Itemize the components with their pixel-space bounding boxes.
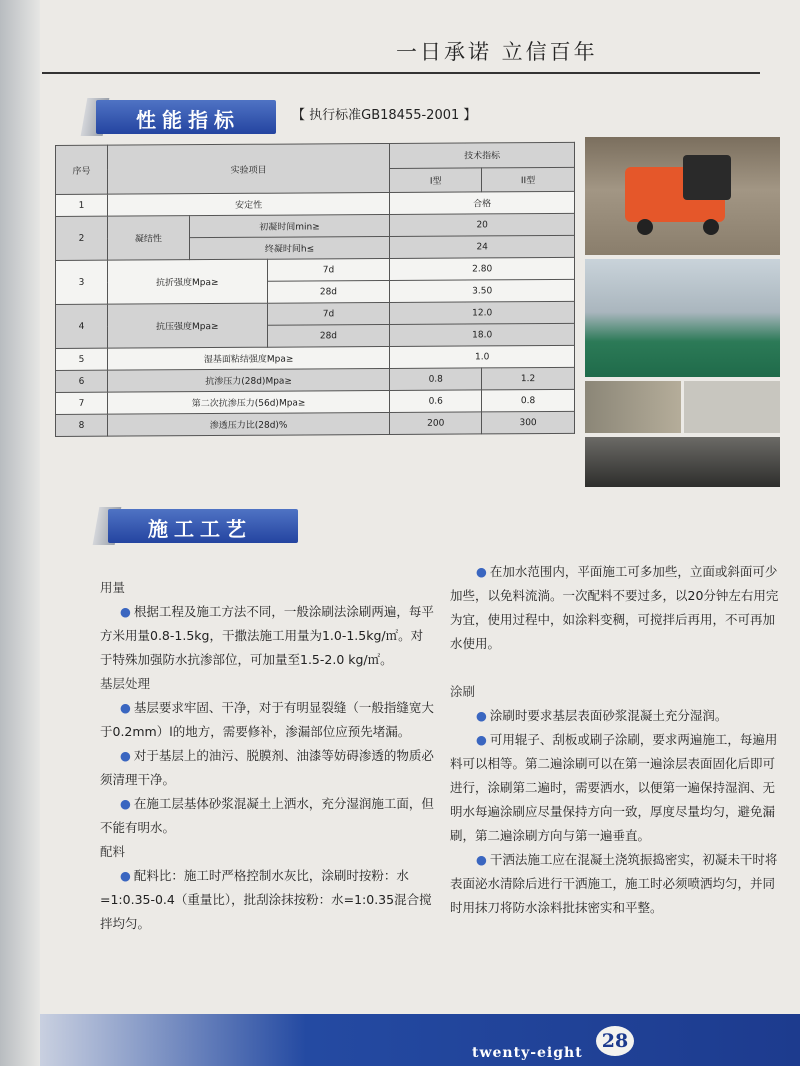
performance-heading <box>96 100 276 134</box>
bullet-icon: ● <box>120 700 131 715</box>
header-slogan: 一日承诺 立信百年 <box>396 40 598 64</box>
mix-heading: 配料 <box>100 844 126 859</box>
footer-label: twenty-eight <box>472 1045 583 1061</box>
left-column-text <box>100 576 434 936</box>
corner-diagram-photo <box>684 381 780 433</box>
facing-page-edge <box>0 0 40 1066</box>
row-value: 3.50 <box>390 279 575 302</box>
construction-heading <box>108 509 298 543</box>
bullet-icon: ● <box>476 564 487 579</box>
brush-text-1: 涂刷时要求基层表面砂浆混凝土充分湿润。 <box>489 708 728 723</box>
bullet-icon: ● <box>476 852 487 867</box>
water-text: 在加水范围内，平面施工可多加些，立面或斜面可少加些，以免料流淌。一次配料不要过多，以20分钟左右用完为宜，使用过程中，如涂料变稠，可搅拌后再用，不可再加水使用。 <box>450 564 779 651</box>
row-subitem: 28d <box>267 280 390 303</box>
coated-surface-photo <box>585 437 780 487</box>
trowel-photo <box>585 381 681 433</box>
row-item: 凝结性 <box>107 216 189 260</box>
row-value: 18.0 <box>390 323 575 346</box>
row-value: 2.80 <box>390 257 575 280</box>
row-item: 抗渗压力(28d)Mpa≥ <box>107 368 389 392</box>
table-row <box>56 389 575 414</box>
base-paragraph-3 <box>100 792 434 840</box>
dosage-heading: 用量 <box>100 580 126 595</box>
bullet-icon: ● <box>476 732 487 747</box>
row-subitem: 28d <box>267 324 390 347</box>
base-text-2: 对于基层上的油污、脱膜剂、油漆等妨碍渗透的物质必须清理干净。 <box>100 748 434 787</box>
row-item: 抗折强度Mpa≥ <box>107 259 267 304</box>
footer-band <box>40 1014 800 1066</box>
machine-hopper <box>683 155 731 200</box>
machine-wheel <box>637 219 653 235</box>
construction-title: 施工工艺 <box>148 517 252 541</box>
application-detail-photos <box>585 381 780 433</box>
row-item: 抗压强度Mpa≥ <box>107 303 267 348</box>
row-no: 3 <box>56 260 108 304</box>
page-number: 28 <box>596 1026 634 1056</box>
row-value: 合格 <box>390 191 575 214</box>
brush-paragraph-1 <box>450 704 780 728</box>
table-row <box>56 301 575 326</box>
base-text-1: 基层要求牢固、干净，对于有明显裂缝（一般指缝宽大于0.2mm）l的地方，需要修补，渗漏部位应预先堵漏。 <box>100 700 434 739</box>
row-no: 7 <box>56 392 108 414</box>
header-rule <box>42 72 760 74</box>
dosage-paragraph <box>100 600 434 672</box>
table-row <box>56 345 575 370</box>
row-value: 24 <box>390 235 575 258</box>
base-paragraph-2 <box>100 744 434 792</box>
row-value-type1: 0.8 <box>390 368 482 391</box>
base-heading: 基层处理 <box>100 676 151 691</box>
row-item: 第二次抗渗压力(56d)Mpa≥ <box>107 390 389 414</box>
row-value: 12.0 <box>390 301 575 324</box>
row-item: 安定性 <box>107 192 389 216</box>
row-value-type2: 1.2 <box>482 367 575 390</box>
table-row <box>56 191 575 216</box>
row-no: 5 <box>56 348 108 370</box>
brush-text-2: 可用辊子、刮板或刷子涂刷，要求两遍施工，每遍用料可以相等。第二遍涂刷可以在第一遍涂层表面固化后即可进行，涂刷第二遍时，需要洒水，以便第一遍保持湿润、无明水每遍涂刷应尽量保持方向一致，厚度尽量均匀，避免漏刷，第二遍涂刷方向与第一遍垂直。 <box>450 732 778 843</box>
table-row <box>56 411 575 436</box>
row-value-type2: 300 <box>482 411 575 434</box>
row-value: 1.0 <box>390 345 575 368</box>
bullet-icon: ● <box>120 796 131 811</box>
dry-text: 干洒法施工应在混凝土浇筑振捣密实，初凝未干时将表面泌水清除后进行干洒施工，施工时必须喷洒均匀，并同时用抹刀将防水涂料批抹密实和平整。 <box>450 852 778 915</box>
bullet-icon: ● <box>120 748 131 763</box>
warehouse-floor-photo <box>585 259 780 377</box>
row-no: 6 <box>56 370 108 392</box>
row-value-type1: 0.6 <box>390 390 482 413</box>
base-paragraph-1 <box>100 696 434 744</box>
row-item: 湿基面粘结强度Mpa≥ <box>107 346 389 370</box>
bullet-icon: ● <box>120 604 131 619</box>
brush-paragraph-2 <box>450 728 780 848</box>
mix-paragraph <box>100 864 434 936</box>
row-subitem: 7d <box>267 302 390 325</box>
machine-wheel <box>703 219 719 235</box>
table-row <box>56 213 575 238</box>
row-no: 1 <box>56 194 108 216</box>
performance-table <box>55 142 575 437</box>
row-value: 20 <box>390 213 575 236</box>
row-value-type2: 0.8 <box>482 389 575 412</box>
table-row <box>56 367 575 392</box>
row-no: 4 <box>56 304 108 348</box>
photo-column <box>585 137 780 491</box>
col-item-header: 实验项目 <box>107 143 389 194</box>
dry-paragraph <box>450 848 780 920</box>
col-type1-header: I型 <box>390 167 482 192</box>
row-subitem: 7d <box>267 258 390 281</box>
table-row <box>56 257 575 282</box>
col-tech-header: 技术指标 <box>390 142 575 168</box>
col-no-header: 序号 <box>56 145 108 194</box>
dosage-text: 根据工程及施工方法不同，一般涂刷法涂刷两遍，每平方米用量0.8-1.5kg，干撒法施工用量为1.0-1.5kg/㎡。对于特殊加强防水抗渗部位，可加量至1.5-2.0 kg/㎡。 <box>100 604 434 667</box>
row-subitem: 初凝时间min≥ <box>189 214 390 237</box>
standard-label: 【 执行标准GB18455-2001 】 <box>292 108 477 123</box>
base-text-3: 在施工层基体砂浆混凝土上洒水，充分湿润施工面，但不能有明水。 <box>100 796 434 835</box>
performance-title: 性能指标 <box>136 108 240 132</box>
row-value-type1: 200 <box>390 412 482 435</box>
spraying-machine-photo <box>585 137 780 255</box>
water-paragraph <box>450 560 780 656</box>
table-header-row <box>56 142 575 170</box>
bullet-icon: ● <box>476 708 487 723</box>
col-type2-header: II型 <box>482 167 575 192</box>
brush-heading: 涂刷 <box>450 684 476 699</box>
mix-text: 配料比：施工时严格控制水灰比，涂刷时按粉：水=1:0.35-0.4（重量比），批刮涂抹按粉：水=1:0.35混合搅拌均匀。 <box>100 868 432 931</box>
bullet-icon: ● <box>120 868 131 883</box>
row-item: 渗透压力比(28d)% <box>107 412 389 436</box>
right-column-text <box>450 560 780 920</box>
row-subitem: 终凝时间h≤ <box>189 236 390 259</box>
row-no: 2 <box>56 216 108 260</box>
row-no: 8 <box>56 414 108 436</box>
